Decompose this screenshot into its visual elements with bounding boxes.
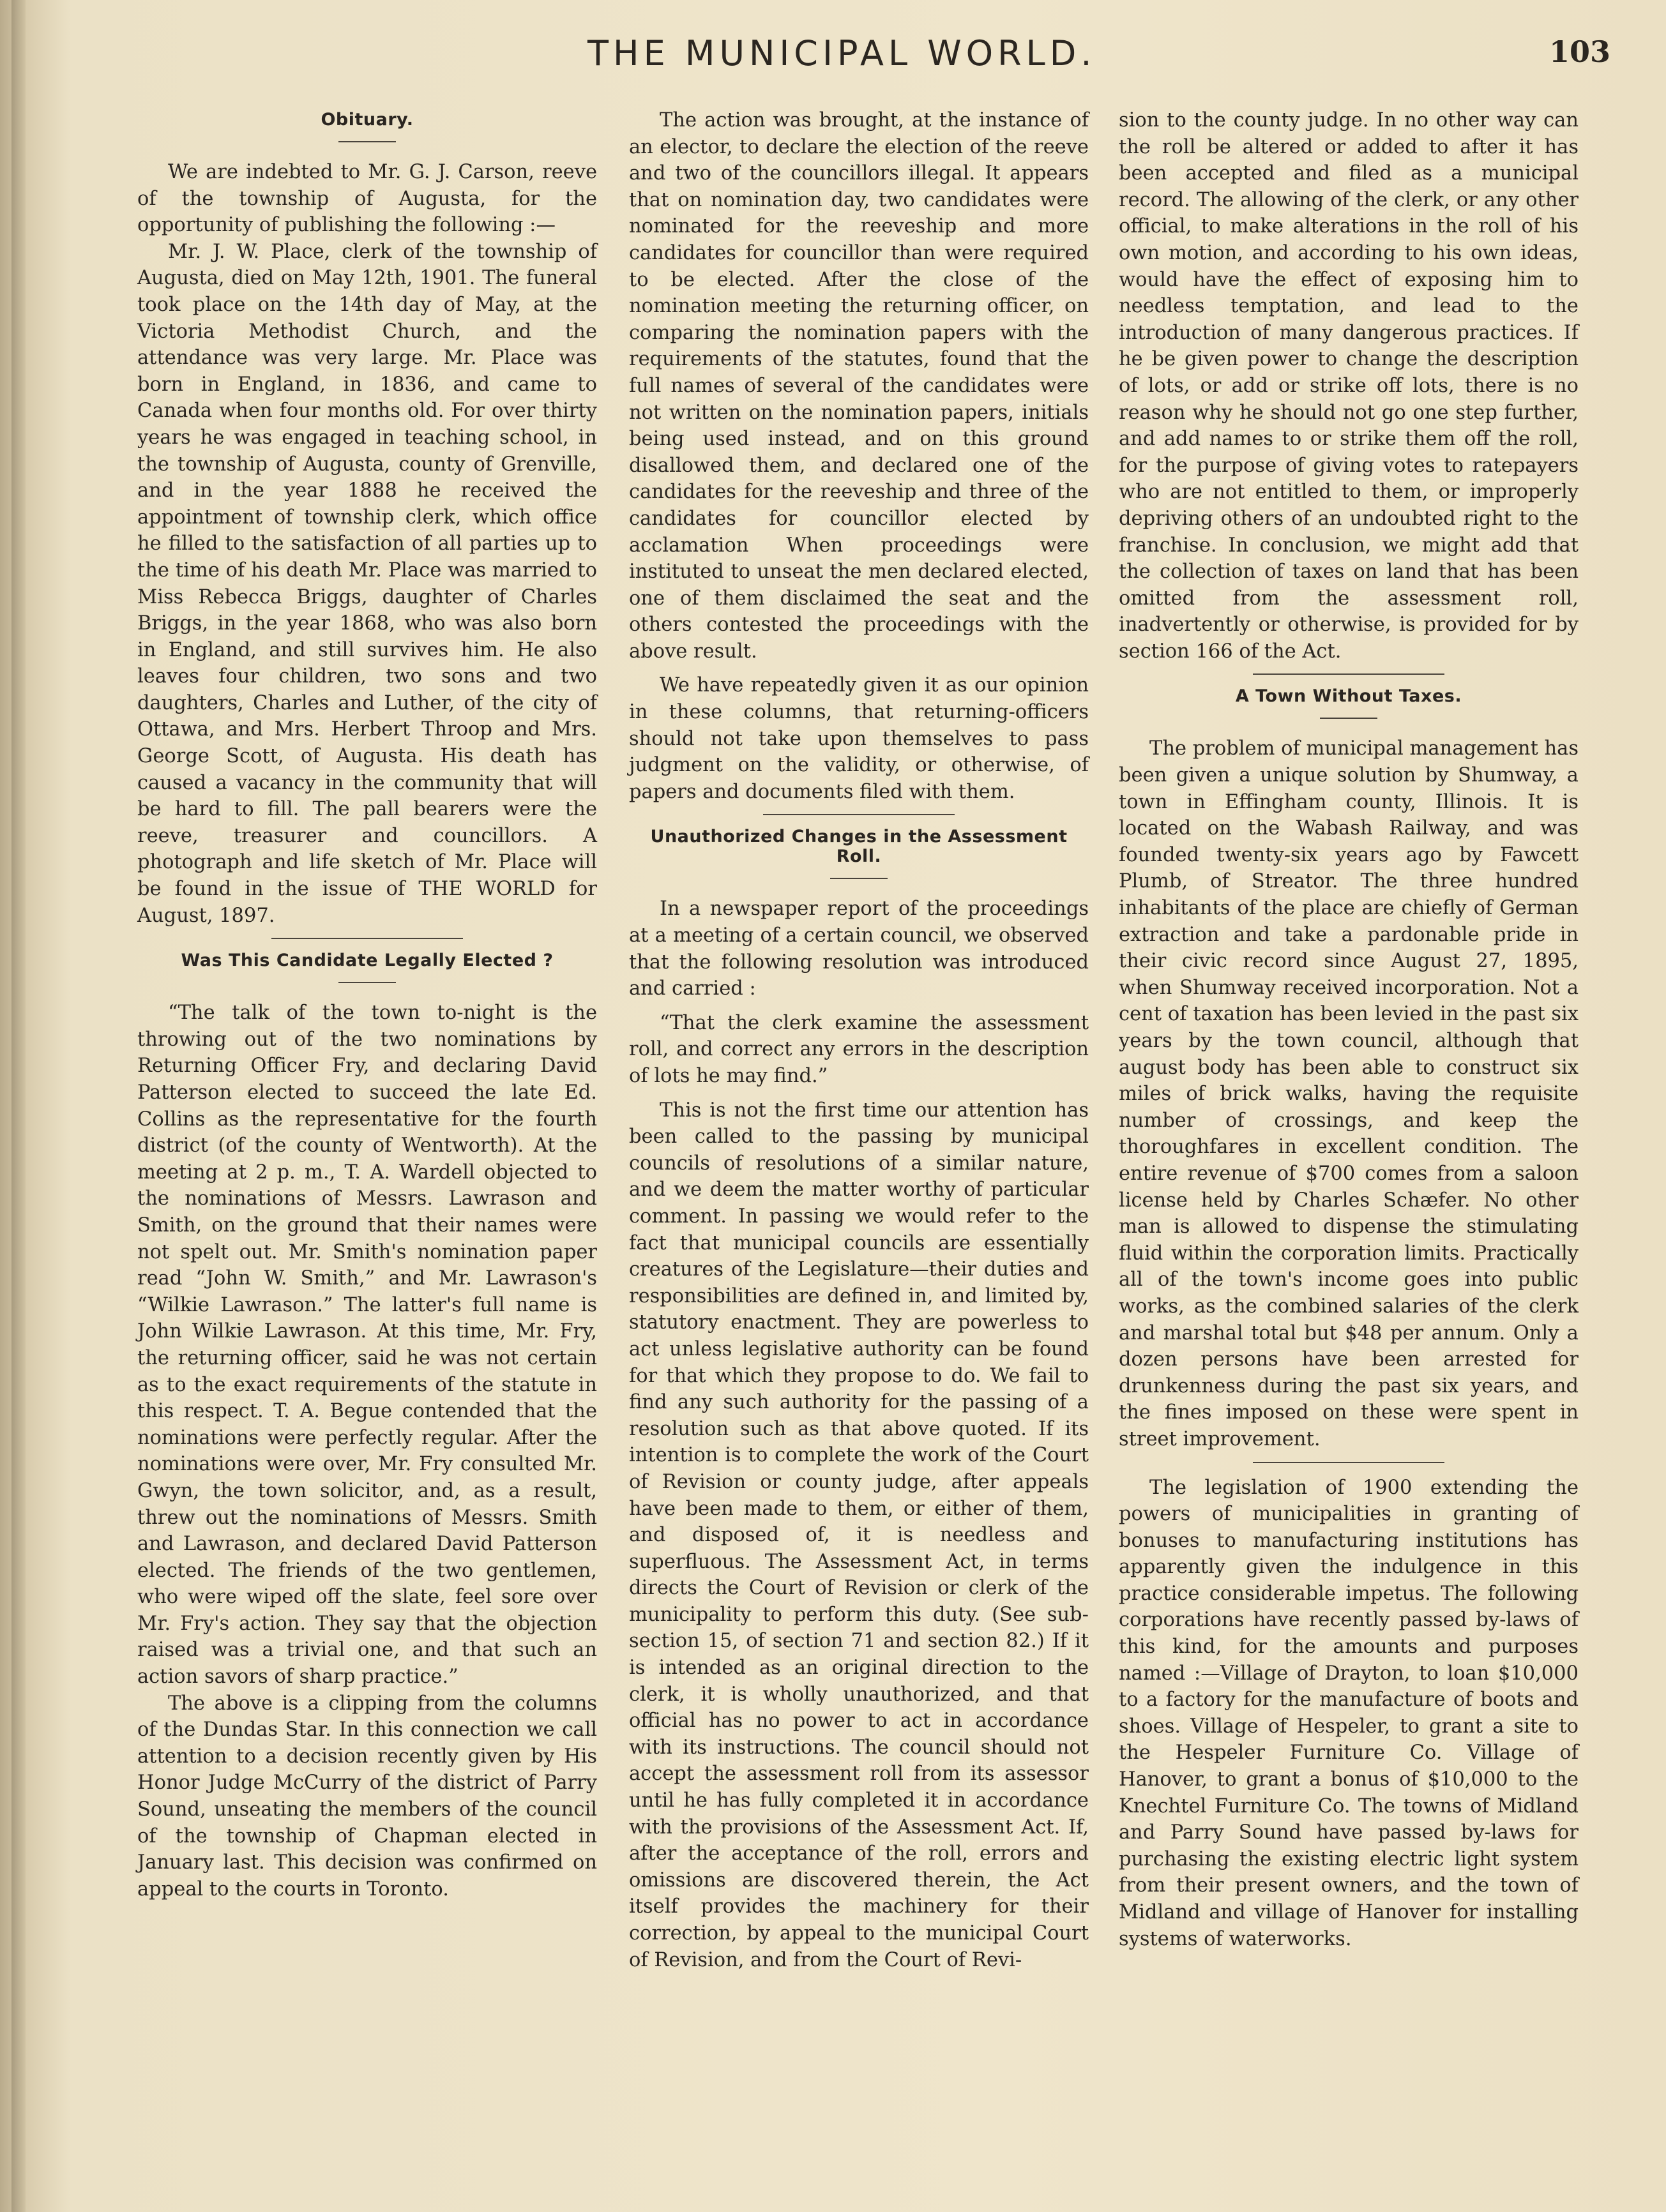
candidate-paragraph: We have repeatedly given it as our opinion in these columns, that returning-officers should not take upon themselves to pass judgment on the validity, or otherwise, of papers and documents filed with them. bbox=[629, 674, 1089, 803]
assessment-heading: Unauthorized Changes in the Assessment Roll. bbox=[650, 827, 1068, 867]
divider bbox=[338, 982, 396, 983]
assessment-paragraph: In a newspaper report of the proceedings at a meeting of a certain council, we observed that the following resolution was introduced and carried : bbox=[629, 898, 1089, 1000]
assessment-paragraph: sion to the county judge. In no other way can the roll be altered or added to after it has been accepted and filed as a municipal record. The allowing of the clerk, or any other official, to make alterations in the roll of his own motion, and according to his own ideas, would have the effect of exposing him to needless temptation, and lead to the introduction of many dangerous practices. If he be given power to change the description of lots, or add or strike off lots, there is no reason why he should not go one step further, and add names to or strike them off the roll, for the purpose of giving votes to ratepayers who are not entitled to them, or improperly depriving others of an undoubted right to the franchise. In conclusion, we might add that the collection of taxes on land that has been omitted from the assessment roll, inadvertently or otherwise, is provided for by section 166 of the Act. bbox=[1119, 109, 1579, 663]
bonuses-paragraph: The legislation of 1900 extending the powers of municipalities in granting of bonuses to manufacturing institutions has apparently given the indulgence in this practice considerable impetus. The following corporations have recently passed by-laws of this kind, for the amounts and purposes named :—Village of Drayton, to loan $10,000 to a factory for the manufacture of boots and shoes. Village of Hespeler, to grant a site to the Hespeler Furniture Co. Village of Hanover, to grant a bonus of $10,000 to the Knechtel Furniture Co. The towns of Midland and Parry Sound have passed by-laws for purchasing the existing electric light system from their present owners, and the town of Midland and village of Hanover for installing systems of waterworks. bbox=[1119, 1476, 1579, 1950]
town-paragraph: The problem of municipal management has been given a unique solution by Shumway, a town in Effingham county, Illinois. It is located on the Wabash Railway, and was founded twenty-six years ago by Fawcett Plumb, of Streator. The three hundred inhabitants of the place are chiefly of German extraction and take a pardonable pride in their civic record since August 27, 1895, when Shumway received incorporation. Not a cent of taxation has been levied in the past six years by the town council, although that august body has been able to construct six miles of brick walks, having the requisite number of crossings, and keep the thoroughfares in excellent condition. The entire revenue of $700 comes from a saloon license held by Charles Schæfer. No other man is allowed to dispense the stimulating fluid within the corporation limits. Practically all of the town's income goes into public works, as the combined salaries of the clerk and marshal total but $48 per annum. Only a dozen persons have been arrested for drunkenness during the past six years, and the fines imposed on these were spent in street improvement. bbox=[1119, 737, 1579, 1450]
page-header bbox=[0, 33, 1666, 84]
obituary-heading: Obituary. bbox=[321, 110, 414, 130]
column-middle bbox=[629, 107, 1089, 1973]
town-heading: A Town Without Taxes. bbox=[1235, 686, 1462, 707]
section-divider bbox=[763, 814, 955, 815]
candidate-heading: Was This Candidate Legally Elected ? bbox=[181, 951, 554, 971]
candidate-paragraph: “The talk of the town to-night is the throwing out of the two nominations by Returning Officer Fry, and declaring David Patterson elected to succeed the late Ed. Collins as the representative for the fourth district (of the county of Wentworth). At the meeting at 2 p. m., T. A. Wardell objected to the nominations of Messrs. Lawrason and Smith, on the ground that their names were not spelt out. Mr. Smith's nomination paper read “John W. Smith,” and Mr. Lawrason's “Wilkie Lawrason.” The latter's full name is John Wilkie Lawrason. At this time, Mr. Fry, the returning officer, said he was not certain as to the exact requirements of the statute in this respect. T. A. Begue contended that the nominations were perfectly regular. After the nominations were over, Mr. Fry consulted Mr. Gwyn, the town solicitor, and, as a result, threw out the nominations of Messrs. Smith and Lawrason, and declared David Patterson elected. The friends of the two gentlemen, who were wiped off the slate, feel sore over Mr. Fry's action. They say that the objection raised was a trivial one, and that such an action savors of sharp practice.” bbox=[137, 1002, 597, 1689]
assessment-paragraph: This is not the first time our attention has been called to the passing by municipal councils of resolutions of a similar nature, and we deem the matter worthy of particular comment. In passing we would refer to the fact that municipal councils are essentially creatures of the Legislature—their duties and responsibilities are defined in, and limited by, statutory enactment. They are powerless to act unless legislative authority can be found for that which they propose to do. We fail to find any such authority for the passing of a resolution such as that above quoted. If its intention is to complete the work of the Court of Revision or county judge, after appeals have been made to them, or either of them, and disposed of, it is needless and superfluous. The Assessment Act, in terms directs the Court of Revision or clerk of the municipality to perform this duty. (See sub-section 15, of section 71 and section 82.) If it is intended as an original direction to the clerk, it is wholly unauthorized, and that official has no power to act in accordance with its instructions. The council should not accept the assessment roll from its assessor until he has fully completed it in accordance with the provisions of the Assessment Act. If, after the acceptance of the roll, errors and omissions are discovered therein, the Act itself provides the machinery for their correction, by appeal to the municipal Court of Revision, and from the Court of Revi- bbox=[629, 1099, 1089, 1971]
page-number: 103 bbox=[1549, 34, 1610, 69]
candidate-paragraph: The above is a clipping from the columns of the Dundas Star. In this connection we call attention to a decision recently given by His Honor Judge McCurry of the district of Parry Sound, unseating the members of the council of the township of Chapman elected in January last. This decision was confirmed on appeal to the courts in Toronto. bbox=[137, 1692, 597, 1900]
section-divider bbox=[1253, 1462, 1444, 1463]
divider bbox=[1320, 718, 1377, 719]
column-right bbox=[1119, 107, 1579, 1952]
section-divider bbox=[271, 938, 463, 939]
candidate-paragraph: The action was brought, at the instance of an elector, to declare the election of the reeve and two of the councillors illegal. It appears that on nomination day, two candidates were nominated for the reeveship and more candidates for councillor than were required to be elected. After the close of the nomination meeting the returning officer, on comparing the nomination papers with the requirements of the statutes, found that the full names of several of the candidates were not written on the nomination papers, initials being used instead, and on this ground disallowed them, and declared one of the candidates for the reeveship and three of the candidates for councillor elected by acclamation When proceedings were instituted to unseat the men declared elected, one of them disclaimed the seat and the others contested the proceedings with the above result. bbox=[629, 109, 1089, 663]
binding-gutter bbox=[11, 0, 26, 2212]
obituary-paragraph: Mr. J. W. Place, clerk of the township of Augusta, died on May 12th, 1901. The funeral took place on the 14th day of May, at the Victoria Methodist Church, and the attendance was very large. Mr. Place was born in England, in 1836, and came to Canada when four months old. For over thirty years he was engaged in teaching school, in the township of Augusta, county of Grenville, and in the year 1888 he received the appointment of township clerk, which office he filled to the satisfaction of all parties up to the time of his death Mr. Place was married to Miss Rebecca Briggs, daughter of Charles Briggs, in the year 1868, who was also born in England, and still survives him. He also leaves four children, two sons and two daughters, Charles and Luther, of the city of Ottawa, and Mrs. Herbert Throop and Mrs. George Scott, of Augusta. His death has caused a vacancy in the community that will be hard to fill. The pall bearers were the reeve, treasurer and councillors. A photograph and life sketch of Mr. Place will be found in the issue of THE WORLD for August, 1897. bbox=[137, 240, 597, 927]
obituary-paragraph: We are indebted to Mr. G. J. Carson, reeve of the township of Augusta, for the opportunity of publishing the following :— bbox=[137, 161, 597, 237]
assessment-quote: “That the clerk examine the assessment roll, and correct any errors in the description of lots he may find.” bbox=[629, 1011, 1089, 1087]
divider bbox=[338, 141, 396, 142]
divider bbox=[830, 878, 888, 879]
section-divider bbox=[1253, 673, 1444, 675]
column-left bbox=[137, 107, 597, 1902]
publication-title: THE MUNICIPAL WORLD. bbox=[587, 33, 1096, 73]
